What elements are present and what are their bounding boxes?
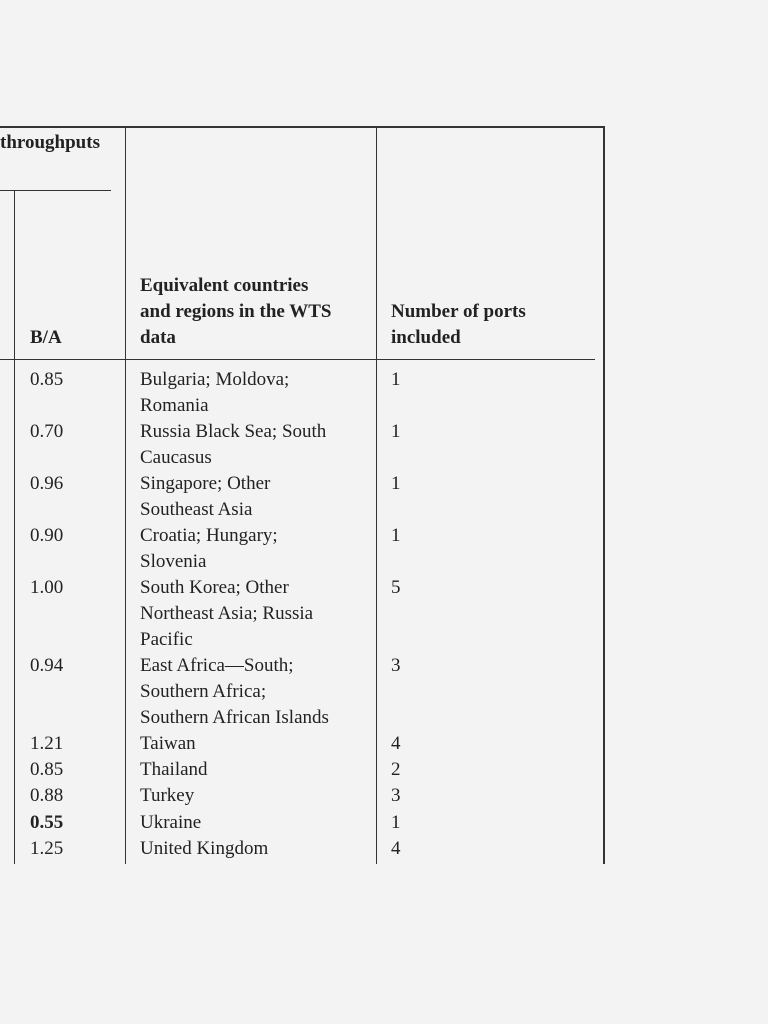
header-rule [0,359,595,360]
countries-cell: Romania [140,395,209,416]
column-header-countries-line2: and regions in the WTS [140,301,332,322]
ratio-cell: 0.94 [30,655,64,676]
ports-cell: 4 [391,733,401,754]
countries-cell: East Africa—South; [140,655,294,676]
countries-cell: Pacific [140,629,193,650]
countries-cell: Southeast Asia [140,499,253,520]
divider-ratio-countries [125,127,126,864]
ports-cell: 3 [391,785,401,806]
column-header-ports-line2: included [391,327,461,348]
group-header-throughputs: throughputs [0,132,100,153]
ratio-cell: 0.70 [30,421,64,442]
ports-cell: 1 [391,369,401,390]
ratio-cell: 0.96 [30,473,64,494]
group-underline [0,190,111,191]
ratio-cell: 0.88 [30,785,64,806]
countries-cell: Ukraine [140,812,202,833]
countries-cell: Southern Africa; [140,681,267,702]
countries-cell: Bulgaria; Moldova; [140,369,290,390]
countries-cell: United Kingdom [140,838,269,859]
ports-cell: 2 [391,759,401,780]
ports-cell: 3 [391,655,401,676]
ratio-cell: 0.85 [30,759,64,780]
ratio-cell-highlighted: 0.55 [30,812,64,833]
countries-cell: South Korea; Other [140,577,289,598]
ports-cell: 5 [391,577,401,598]
divider-countries-ports [376,127,377,864]
column-header-countries-line3: data [140,327,176,348]
ratio-cell: 1.00 [30,577,64,598]
countries-cell: Northeast Asia; Russia [140,603,314,624]
countries-cell: Singapore; Other [140,473,271,494]
ratio-cell: 0.85 [30,369,64,390]
column-header-countries-line1: Equivalent countries [140,275,309,296]
countries-cell: Russia Black Sea; South [140,421,327,442]
countries-cell: Thailand [140,759,208,780]
countries-cell: Taiwan [140,733,196,754]
ports-cell: 4 [391,838,401,859]
ratio-cell: 1.21 [30,733,64,754]
countries-cell: Turkey [140,785,195,806]
column-header-ports-line1: Number of ports [391,301,526,322]
ratio-cell: 0.90 [30,525,64,546]
ratio-cell: 1.25 [30,838,64,859]
countries-cell: Caucasus [140,447,212,468]
table-frame [0,126,605,864]
countries-cell: Croatia; Hungary; [140,525,278,546]
countries-cell: Slovenia [140,551,207,572]
ports-cell: 1 [391,525,401,546]
countries-cell: Southern African Islands [140,707,329,728]
ports-cell: 1 [391,473,401,494]
column-header-ratio: B/A [30,327,62,348]
divider-left [14,190,15,864]
ports-cell: 1 [391,812,401,833]
ports-cell: 1 [391,421,401,442]
